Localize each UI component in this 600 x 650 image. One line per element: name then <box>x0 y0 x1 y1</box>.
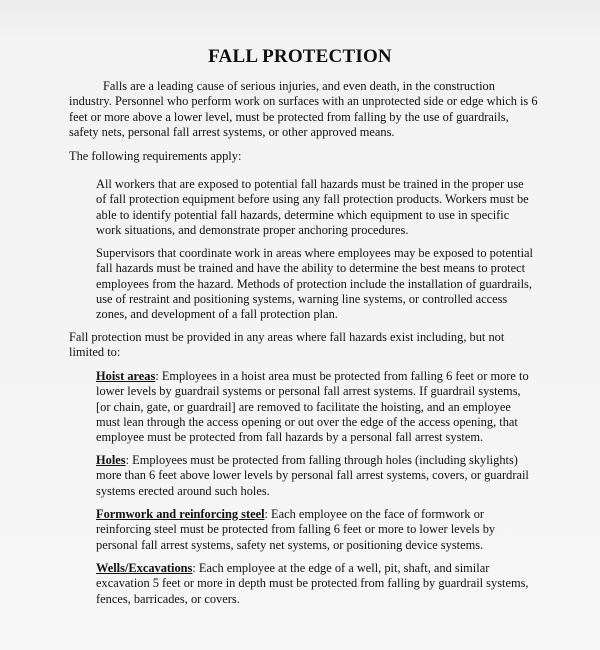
requirement-training: All workers that are exposed to potential fall hazards must be trained in the proper use of fall protection equipment before using any fall protection products. Workers must be able to identify potential fall hazards, determine which equipment to use in specific work situations, and demonstrate proper anchoring procedures. <box>96 177 529 237</box>
document-title: FALL PROTECTION <box>208 46 392 67</box>
area-formwork <box>96 507 536 553</box>
requirement-supervisors: Supervisors that coordinate work in areas where employees may be exposed to potential fall hazards must be trained and have the ability to determine the best means to protect employees from the hazard. Methods of protection include the installation of guardrails, use of restraint and positioning systems, warning line systems, or controlled access zones, and development of a fall protection plan. <box>96 246 533 322</box>
area-term-holes: Holes <box>96 453 126 467</box>
area-wells <box>96 561 536 607</box>
area-text-holes: : Employees must be protected from falling through holes (including skylights) more than 6 feet above lower levels by personal fall arrest systems, covers, or guardrail systems erected around such holes. <box>96 453 529 498</box>
requirements-lead: The following requirements apply: <box>69 149 242 163</box>
intro-paragraph: Falls are a leading cause of serious injuries, and even death, in the construction industry. Personnel who perform work on surfaces with an unprotected side or edge which is 6 feet or more above a lower level, must be protected from falling by the use of guardrails, safety nets, personal fall arrest systems, or other approved means. <box>69 79 538 139</box>
area-term-formwork: Formwork and reinforcing steel <box>96 507 265 521</box>
area-term-wells: Wells/Excavations <box>96 561 193 575</box>
area-text-formwork: : Each employee on the face of formwork or reinforcing steel must be protected from falling 6 feet or more to lower levels by personal fall arrest systems, safety net systems, or positioning device systems. <box>96 507 496 552</box>
area-hoist <box>96 369 536 445</box>
area-text-wells: : Each employee at the edge of a well, pit, shaft, and similar excavation 5 feet or more in depth must be protected from falling by guardrail systems, fences, barricades, or covers. <box>96 561 529 606</box>
area-term-hoist: Hoist areas <box>96 369 156 383</box>
area-holes <box>96 453 536 499</box>
area-text-hoist: : Employees in a hoist area must be protected from falling 6 feet or more to lower levels by guardrail systems or personal fall arrest systems. If guardrail systems, [or chain, gate, or guardrail] are removed to facilitate the hoisting, and an employee must lean through the access opening or out over the edge of the access opening, that employee must be protected from fall hazards by a personal fall arrest system. <box>96 369 529 445</box>
areas-lead: Fall protection must be provided in any areas where fall hazards exist including, but not limited to: <box>69 330 505 360</box>
